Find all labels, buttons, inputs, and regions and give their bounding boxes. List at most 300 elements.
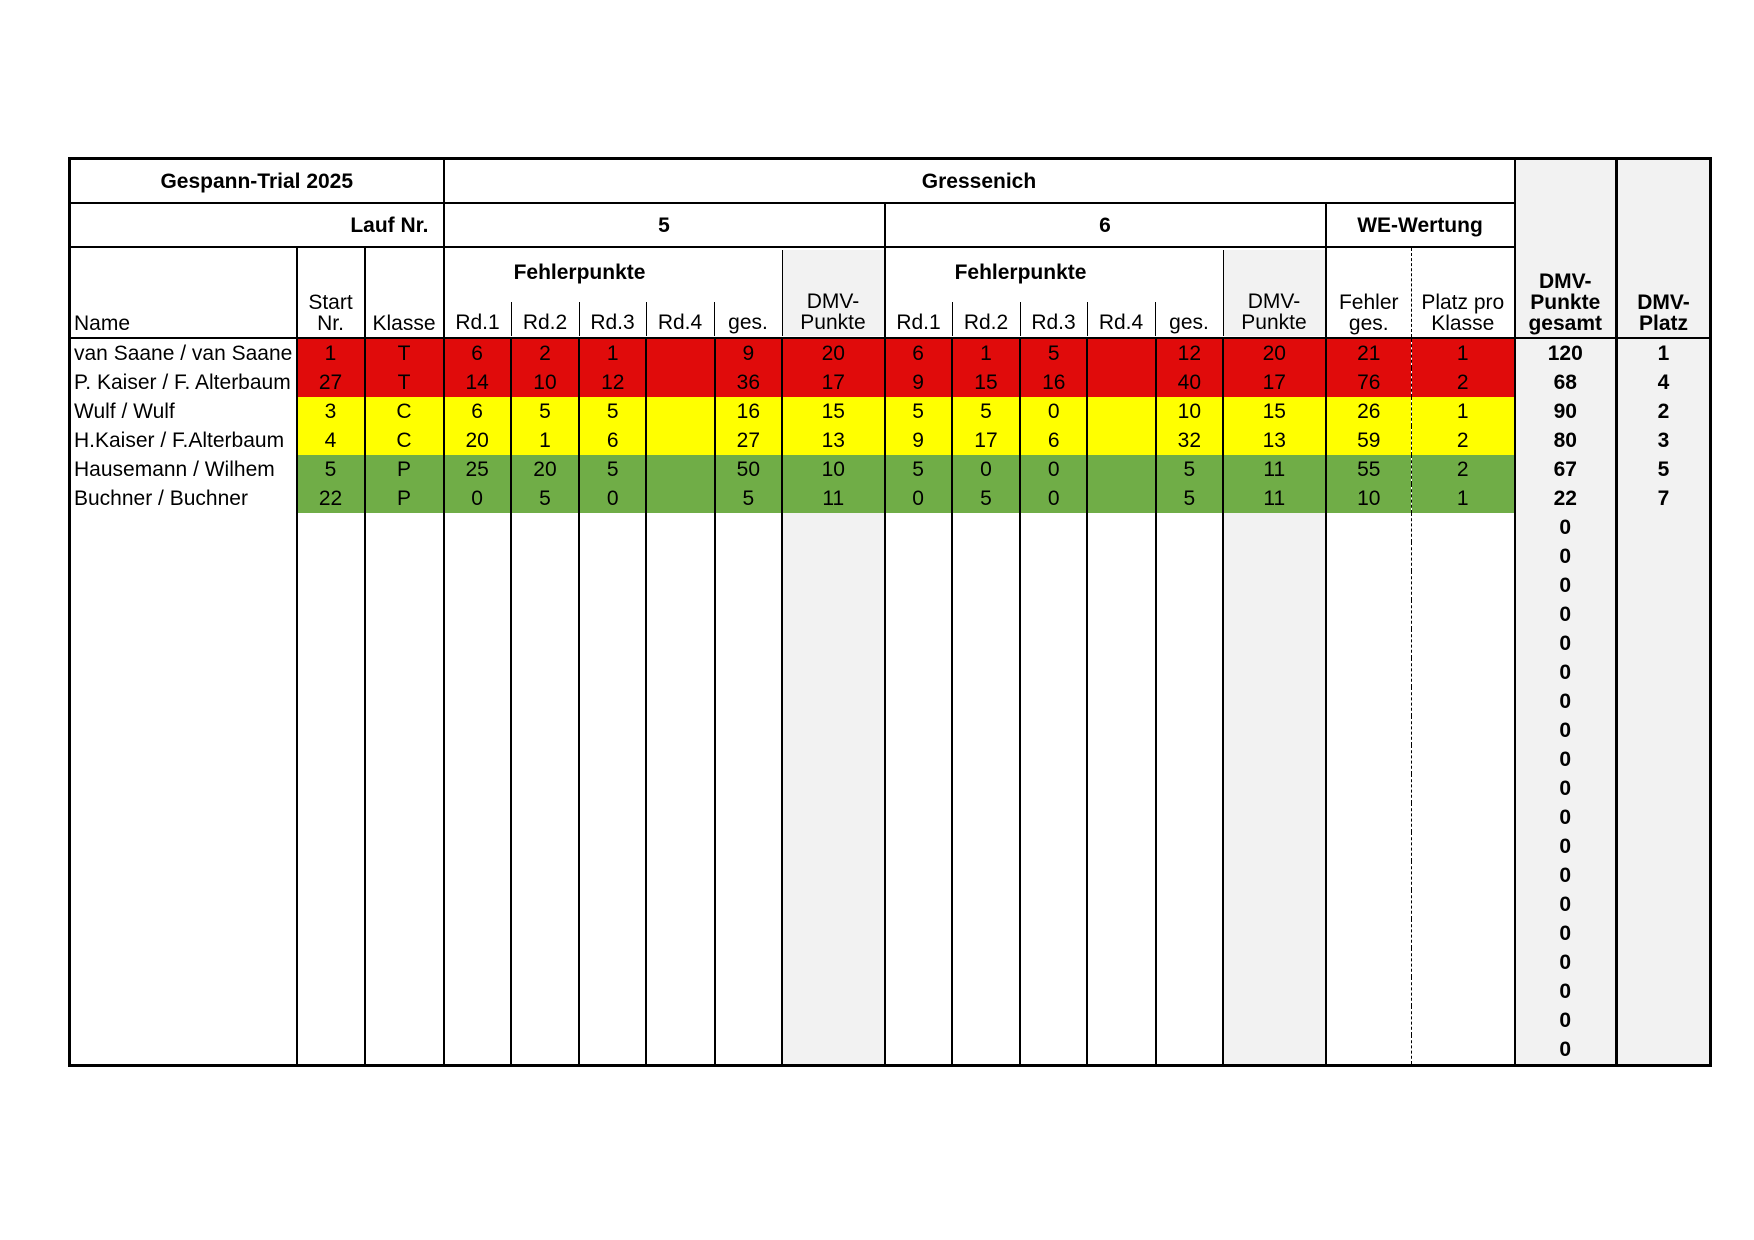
row-lauf2-rd2 — [952, 977, 1020, 1006]
row-lauf1-rd4 — [646, 890, 714, 919]
row-lauf2-ges — [1156, 919, 1223, 948]
table-row — [70, 919, 1711, 948]
row-fehler-ges — [1326, 803, 1412, 832]
row-dmv-platz: 5 — [1617, 455, 1711, 484]
row-lauf1-ges — [715, 977, 782, 1006]
row-start-nr — [297, 948, 365, 977]
row-lauf2-rd2 — [952, 919, 1020, 948]
row-lauf1-rd3 — [579, 1006, 646, 1035]
row-lauf2-rd1: 9 — [885, 368, 952, 397]
row-fehler-ges: 21 — [1326, 338, 1412, 368]
row-start-nr: 5 — [297, 455, 365, 484]
row-platz-klasse — [1412, 890, 1515, 919]
row-lauf1-ges — [715, 890, 782, 919]
row-fehler-ges — [1326, 832, 1412, 861]
row-lauf2-ges — [1156, 948, 1223, 977]
row-name: van Saane / van Saane — [70, 338, 297, 368]
row-lauf1-rd3 — [579, 977, 646, 1006]
row-klasse — [365, 571, 444, 600]
row-lauf2-dmv-punkte: 11 — [1223, 484, 1326, 513]
row-lauf2-rd2 — [952, 832, 1020, 861]
row-lauf1-dmv-punkte — [782, 629, 885, 658]
row-lauf1-rd4 — [646, 658, 714, 687]
row-lauf1-rd1: 25 — [444, 455, 511, 484]
row-lauf2-rd3 — [1020, 774, 1087, 803]
row-lauf2-rd2 — [952, 687, 1020, 716]
row-fehler-ges — [1326, 1035, 1412, 1066]
row-lauf2-dmv-punkte: 11 — [1223, 455, 1326, 484]
row-name — [70, 919, 297, 948]
row-name — [70, 687, 297, 716]
row-lauf1-rd3 — [579, 687, 646, 716]
row-name: P. Kaiser / F. Alterbaum — [70, 368, 297, 397]
table-row — [70, 658, 1711, 687]
row-klasse — [365, 977, 444, 1006]
row-lauf1-rd2 — [511, 542, 579, 571]
row-lauf1-ges — [715, 600, 782, 629]
row-lauf2-ges — [1156, 542, 1223, 571]
rd2-header: Rd.2 — [953, 302, 1021, 336]
row-lauf1-rd1: 14 — [444, 368, 511, 397]
row-lauf2-dmv-punkte: 13 — [1223, 426, 1326, 455]
table-row — [70, 1035, 1711, 1066]
row-platz-klasse: 1 — [1412, 484, 1515, 513]
row-lauf2-rd1 — [885, 948, 952, 977]
row-dmv-gesamt: 0 — [1515, 513, 1617, 542]
row-lauf1-dmv-punkte: 17 — [782, 368, 885, 397]
row-start-nr — [297, 774, 365, 803]
row-lauf2-rd1 — [885, 919, 952, 948]
row-lauf1-rd4 — [646, 484, 714, 513]
row-lauf2-rd4 — [1087, 890, 1155, 919]
row-lauf1-ges — [715, 745, 782, 774]
row-lauf2-rd3: 0 — [1020, 397, 1087, 426]
row-lauf1-rd1 — [444, 745, 511, 774]
row-lauf1-rd4 — [646, 774, 714, 803]
row-lauf1-dmv-punkte — [782, 513, 885, 542]
row-klasse — [365, 542, 444, 571]
row-dmv-platz — [1617, 948, 1711, 977]
row-lauf2-rd2 — [952, 803, 1020, 832]
row-name: Buchner / Buchner — [70, 484, 297, 513]
row-fehler-ges — [1326, 629, 1412, 658]
row-lauf2-ges: 12 — [1156, 338, 1223, 368]
row-lauf1-rd2 — [511, 977, 579, 1006]
row-lauf2-rd1: 6 — [885, 338, 952, 368]
row-lauf1-rd4 — [646, 1035, 714, 1066]
row-name — [70, 1035, 297, 1066]
row-lauf1-dmv-punkte: 11 — [782, 484, 885, 513]
rd1-header: Rd.1 — [886, 302, 953, 336]
row-dmv-platz — [1617, 832, 1711, 861]
row-lauf2-rd4 — [1087, 745, 1155, 774]
row-lauf2-rd1 — [885, 832, 952, 861]
row-lauf2-dmv-punkte — [1223, 629, 1326, 658]
row-lauf2-rd3 — [1020, 803, 1087, 832]
we-wertung-header: WE-Wertung — [1326, 203, 1515, 247]
row-lauf2-ges — [1156, 513, 1223, 542]
row-lauf2-rd1 — [885, 745, 952, 774]
row-lauf2-rd2 — [952, 1035, 1020, 1066]
row-lauf2-dmv-punkte — [1223, 513, 1326, 542]
row-lauf2-dmv-punkte — [1223, 803, 1326, 832]
row-dmv-platz — [1617, 919, 1711, 948]
row-lauf2-rd3: 0 — [1020, 484, 1087, 513]
row-dmv-platz — [1617, 687, 1711, 716]
row-platz-klasse — [1412, 571, 1515, 600]
row-lauf1-rd1 — [444, 687, 511, 716]
row-lauf2-rd2 — [952, 861, 1020, 890]
table-row — [70, 426, 1711, 455]
results-table — [68, 157, 1712, 1067]
row-lauf1-ges — [715, 687, 782, 716]
row-lauf1-rd4 — [646, 397, 714, 426]
row-lauf2-rd2: 0 — [952, 455, 1020, 484]
row-lauf2-rd3 — [1020, 745, 1087, 774]
row-dmv-gesamt: 0 — [1515, 919, 1617, 948]
table-row — [70, 542, 1711, 571]
row-lauf2-dmv-punkte — [1223, 658, 1326, 687]
row-lauf1-rd3 — [579, 832, 646, 861]
row-fehler-ges — [1326, 745, 1412, 774]
row-lauf1-rd2: 10 — [511, 368, 579, 397]
klasse-header: Klasse — [365, 247, 444, 338]
row-platz-klasse — [1412, 803, 1515, 832]
row-lauf1-ges — [715, 861, 782, 890]
row-lauf2-rd2 — [952, 542, 1020, 571]
row-platz-klasse: 1 — [1412, 397, 1515, 426]
table-row — [70, 745, 1711, 774]
row-lauf1-rd2 — [511, 513, 579, 542]
row-klasse — [365, 513, 444, 542]
row-lauf1-rd1 — [444, 1035, 511, 1066]
table-row — [70, 890, 1711, 919]
table-row — [70, 397, 1711, 426]
row-name: Hausemann / Wilhem — [70, 455, 297, 484]
row-lauf1-rd2 — [511, 890, 579, 919]
row-lauf1-rd4 — [646, 629, 714, 658]
row-dmv-platz — [1617, 716, 1711, 745]
row-start-nr — [297, 571, 365, 600]
row-lauf1-rd3 — [579, 513, 646, 542]
row-lauf1-rd4 — [646, 919, 714, 948]
row-dmv-platz — [1617, 977, 1711, 1006]
table-row — [70, 832, 1711, 861]
row-lauf2-rd2 — [952, 571, 1020, 600]
row-lauf2-rd4 — [1087, 803, 1155, 832]
row-dmv-platz — [1617, 542, 1711, 571]
row-lauf2-ges — [1156, 571, 1223, 600]
row-lauf1-rd4 — [646, 513, 714, 542]
row-lauf2-rd3 — [1020, 513, 1087, 542]
row-lauf2-rd4 — [1087, 338, 1155, 368]
row-lauf1-rd1 — [444, 571, 511, 600]
row-fehler-ges — [1326, 890, 1412, 919]
row-lauf2-dmv-punkte — [1223, 890, 1326, 919]
row-fehler-ges — [1326, 948, 1412, 977]
row-lauf2-rd1 — [885, 1035, 952, 1066]
row-lauf2-rd4 — [1087, 774, 1155, 803]
row-klasse: P — [365, 455, 444, 484]
row-lauf2-rd3: 0 — [1020, 455, 1087, 484]
table-row — [70, 571, 1711, 600]
row-lauf1-rd2: 20 — [511, 455, 579, 484]
row-dmv-gesamt: 0 — [1515, 716, 1617, 745]
row-lauf2-rd2 — [952, 513, 1020, 542]
row-lauf1-rd3: 12 — [579, 368, 646, 397]
row-lauf2-rd4 — [1087, 455, 1155, 484]
row-lauf1-rd4 — [646, 1006, 714, 1035]
dmv-platz-header: DMV- Platz — [1617, 247, 1711, 338]
row-lauf1-dmv-punkte — [782, 571, 885, 600]
row-start-nr: 3 — [297, 397, 365, 426]
row-lauf2-ges — [1156, 890, 1223, 919]
row-klasse — [365, 948, 444, 977]
row-lauf2-dmv-punkte — [1223, 542, 1326, 571]
row-lauf2-rd3: 5 — [1020, 338, 1087, 368]
row-lauf2-rd3 — [1020, 1006, 1087, 1035]
row-lauf1-rd1 — [444, 890, 511, 919]
fehlerpunkte-header-1: Fehlerpunkte — [513, 260, 646, 284]
row-dmv-gesamt: 0 — [1515, 832, 1617, 861]
row-lauf1-rd3 — [579, 803, 646, 832]
row-fehler-ges — [1326, 571, 1412, 600]
row-dmv-platz — [1617, 658, 1711, 687]
row-lauf2-rd3 — [1020, 600, 1087, 629]
row-platz-klasse — [1412, 861, 1515, 890]
row-klasse: C — [365, 397, 444, 426]
dmv-punkte-header-2: DMV- Punkte — [1223, 250, 1325, 336]
row-fehler-ges — [1326, 861, 1412, 890]
row-lauf2-rd2 — [952, 600, 1020, 629]
row-lauf1-rd4 — [646, 338, 714, 368]
row-lauf2-dmv-punkte: 20 — [1223, 338, 1326, 368]
row-lauf2-ges — [1156, 861, 1223, 890]
row-lauf1-rd1 — [444, 832, 511, 861]
row-lauf2-rd1 — [885, 1006, 952, 1035]
row-lauf1-ges: 9 — [715, 338, 782, 368]
row-lauf1-rd3 — [579, 919, 646, 948]
rd4-header: Rd.4 — [647, 302, 715, 336]
row-lauf1-rd2 — [511, 774, 579, 803]
row-lauf1-rd3 — [579, 542, 646, 571]
row-lauf2-rd4 — [1087, 542, 1155, 571]
row-lauf2-rd4 — [1087, 948, 1155, 977]
row-lauf1-rd4 — [646, 948, 714, 977]
row-lauf1-dmv-punkte — [782, 948, 885, 977]
row-lauf2-rd1 — [885, 716, 952, 745]
row-name: Wulf / Wulf — [70, 397, 297, 426]
row-lauf2-rd3 — [1020, 687, 1087, 716]
row-lauf1-rd1: 20 — [444, 426, 511, 455]
row-lauf2-rd1 — [885, 571, 952, 600]
row-lauf2-ges — [1156, 745, 1223, 774]
row-platz-klasse — [1412, 745, 1515, 774]
row-start-nr: 22 — [297, 484, 365, 513]
row-start-nr — [297, 1006, 365, 1035]
row-lauf2-rd2 — [952, 658, 1020, 687]
row-klasse — [365, 803, 444, 832]
row-lauf1-rd1 — [444, 948, 511, 977]
row-lauf2-ges: 32 — [1156, 426, 1223, 455]
row-platz-klasse — [1412, 716, 1515, 745]
row-lauf2-ges — [1156, 687, 1223, 716]
row-dmv-gesamt: 0 — [1515, 977, 1617, 1006]
row-dmv-gesamt: 0 — [1515, 571, 1617, 600]
row-lauf2-rd1: 5 — [885, 397, 952, 426]
row-fehler-ges — [1326, 716, 1412, 745]
row-dmv-gesamt: 0 — [1515, 658, 1617, 687]
table-row — [70, 774, 1711, 803]
table-row — [70, 484, 1711, 513]
row-start-nr — [297, 803, 365, 832]
row-start-nr — [297, 687, 365, 716]
row-lauf2-rd4 — [1087, 716, 1155, 745]
row-dmv-gesamt: 0 — [1515, 890, 1617, 919]
row-klasse: P — [365, 484, 444, 513]
row-lauf2-rd1 — [885, 687, 952, 716]
row-fehler-ges: 55 — [1326, 455, 1412, 484]
row-lauf1-rd4 — [646, 977, 714, 1006]
row-name — [70, 542, 297, 571]
row-name — [70, 629, 297, 658]
row-lauf1-dmv-punkte: 15 — [782, 397, 885, 426]
row-platz-klasse — [1412, 513, 1515, 542]
row-lauf1-rd1 — [444, 861, 511, 890]
row-lauf1-rd1 — [444, 977, 511, 1006]
row-lauf2-rd4 — [1087, 513, 1155, 542]
row-lauf1-rd2 — [511, 919, 579, 948]
row-lauf2-ges — [1156, 977, 1223, 1006]
row-lauf1-rd1: 6 — [444, 397, 511, 426]
fehlerpunkte-header-2: Fehlerpunkte — [954, 260, 1087, 284]
row-name — [70, 716, 297, 745]
row-lauf2-rd2 — [952, 716, 1020, 745]
row-name: H.Kaiser / F.Alterbaum — [70, 426, 297, 455]
row-dmv-gesamt: 68 — [1515, 368, 1617, 397]
row-lauf2-dmv-punkte — [1223, 716, 1326, 745]
row-lauf1-ges: 50 — [715, 455, 782, 484]
row-klasse: C — [365, 426, 444, 455]
row-lauf1-dmv-punkte — [782, 832, 885, 861]
row-lauf2-rd4 — [1087, 832, 1155, 861]
row-lauf1-dmv-punkte: 20 — [782, 338, 885, 368]
row-lauf2-rd3 — [1020, 716, 1087, 745]
gesamt-header-top — [1515, 159, 1617, 204]
row-platz-klasse — [1412, 1006, 1515, 1035]
row-lauf2-dmv-punkte — [1223, 832, 1326, 861]
row-start-nr — [297, 1035, 365, 1066]
row-klasse — [365, 1035, 444, 1066]
row-dmv-gesamt: 0 — [1515, 948, 1617, 977]
row-fehler-ges — [1326, 513, 1412, 542]
row-dmv-gesamt: 22 — [1515, 484, 1617, 513]
row-lauf2-rd4 — [1087, 1035, 1155, 1066]
row-lauf2-rd4 — [1087, 368, 1155, 397]
row-name — [70, 948, 297, 977]
row-name — [70, 977, 297, 1006]
row-start-nr: 27 — [297, 368, 365, 397]
row-dmv-platz: 7 — [1617, 484, 1711, 513]
row-lauf1-ges — [715, 716, 782, 745]
row-dmv-platz — [1617, 890, 1711, 919]
row-lauf2-rd1 — [885, 542, 952, 571]
row-dmv-platz: 4 — [1617, 368, 1711, 397]
table-row — [70, 803, 1711, 832]
row-lauf1-rd3 — [579, 948, 646, 977]
row-platz-klasse: 2 — [1412, 368, 1515, 397]
row-dmv-gesamt: 67 — [1515, 455, 1617, 484]
row-lauf1-rd1 — [444, 600, 511, 629]
row-lauf2-ges — [1156, 629, 1223, 658]
row-lauf1-dmv-punkte — [782, 1035, 885, 1066]
row-lauf2-dmv-punkte — [1223, 687, 1326, 716]
row-lauf1-rd3: 1 — [579, 338, 646, 368]
row-lauf1-ges: 5 — [715, 484, 782, 513]
row-lauf1-rd1: 6 — [444, 338, 511, 368]
row-lauf1-rd2: 5 — [511, 484, 579, 513]
row-lauf1-rd3 — [579, 1035, 646, 1066]
row-platz-klasse — [1412, 948, 1515, 977]
row-dmv-platz — [1617, 745, 1711, 774]
row-dmv-gesamt: 80 — [1515, 426, 1617, 455]
row-klasse — [365, 919, 444, 948]
row-lauf1-rd2 — [511, 600, 579, 629]
row-dmv-gesamt: 0 — [1515, 1035, 1617, 1066]
row-lauf1-dmv-punkte — [782, 774, 885, 803]
row-lauf1-rd4 — [646, 542, 714, 571]
row-start-nr — [297, 629, 365, 658]
row-klasse — [365, 1006, 444, 1035]
row-name — [70, 890, 297, 919]
ges-header: ges. — [1169, 310, 1209, 334]
row-dmv-gesamt: 0 — [1515, 542, 1617, 571]
row-lauf2-rd4 — [1087, 687, 1155, 716]
row-lauf2-rd2: 5 — [952, 397, 1020, 426]
table-row — [70, 368, 1711, 397]
row-platz-klasse — [1412, 977, 1515, 1006]
row-lauf2-ges — [1156, 832, 1223, 861]
row-lauf2-rd2 — [952, 1006, 1020, 1035]
lauf-2-number: 6 — [885, 203, 1326, 247]
row-lauf1-rd3 — [579, 571, 646, 600]
row-lauf2-rd1 — [885, 629, 952, 658]
row-start-nr — [297, 890, 365, 919]
row-klasse — [365, 716, 444, 745]
row-lauf1-rd1 — [444, 774, 511, 803]
table-row — [70, 338, 1711, 368]
row-dmv-platz — [1617, 774, 1711, 803]
row-lauf1-ges — [715, 803, 782, 832]
row-lauf2-dmv-punkte — [1223, 745, 1326, 774]
table-row — [70, 629, 1711, 658]
row-lauf2-dmv-punkte — [1223, 977, 1326, 1006]
row-lauf2-rd1: 5 — [885, 455, 952, 484]
competition-title: Gespann-Trial 2025 — [70, 159, 444, 204]
row-dmv-platz: 3 — [1617, 426, 1711, 455]
row-lauf2-rd2 — [952, 890, 1020, 919]
row-lauf2-rd1 — [885, 977, 952, 1006]
row-lauf1-dmv-punkte: 13 — [782, 426, 885, 455]
row-lauf1-rd4 — [646, 426, 714, 455]
row-platz-klasse: 2 — [1412, 426, 1515, 455]
table-row — [70, 687, 1711, 716]
row-lauf1-rd3: 5 — [579, 455, 646, 484]
row-start-nr — [297, 513, 365, 542]
row-platz-klasse — [1412, 774, 1515, 803]
table-row — [70, 861, 1711, 890]
row-start-nr — [297, 716, 365, 745]
